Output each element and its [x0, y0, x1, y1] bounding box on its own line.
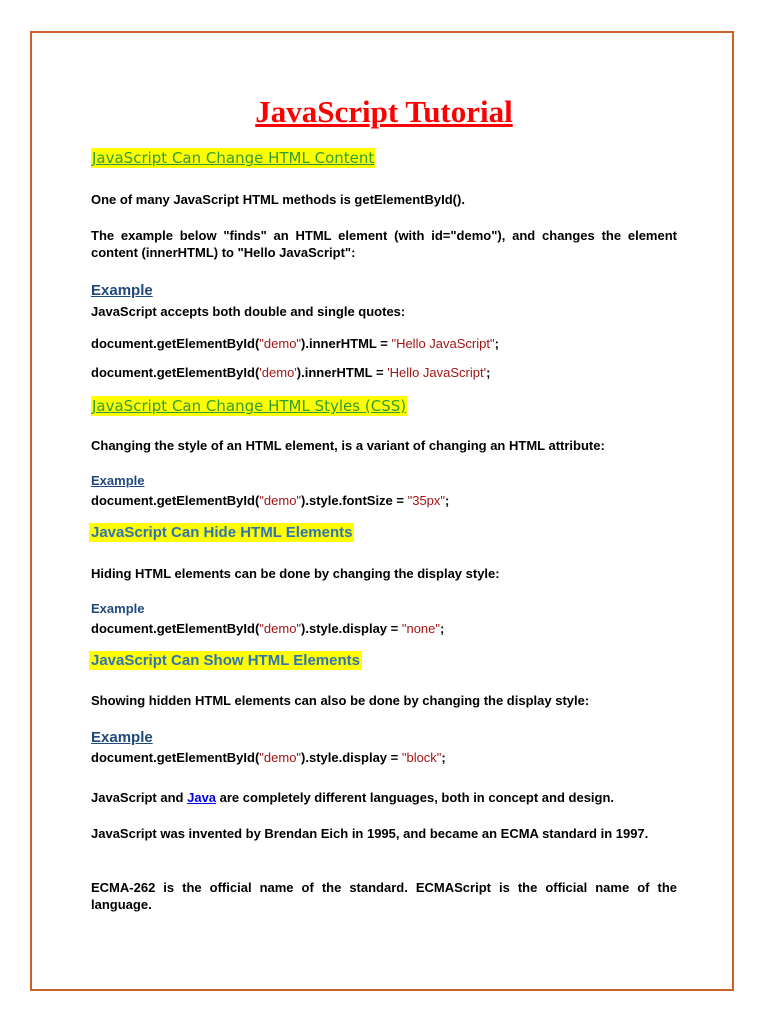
code-text: document.getElementById( [91, 750, 260, 765]
section-heading-styles-text: JavaScript Can Change HTML Styles (CSS) [92, 397, 407, 415]
code-text: ; [441, 750, 446, 765]
code-text: ).style.fontSize = [301, 493, 408, 508]
paragraph-text: JavaScript and [91, 790, 188, 805]
code-text: ).innerHTML = [301, 336, 392, 351]
code-text: document.getElementById( [91, 621, 260, 636]
section-heading-hide-text: JavaScript Can Hide HTML Elements [91, 524, 353, 541]
example-label: Example [91, 473, 145, 488]
java-link[interactable]: Java [187, 790, 217, 805]
section-heading-hide [89, 522, 354, 543]
code-text: ; [445, 493, 450, 508]
page-title: JavaScript Tutorial [255, 94, 513, 129]
code-line-single-quotes [91, 364, 490, 381]
paragraph-styles: Changing the style of an HTML element, is a variant of changing an HTML attribute: [91, 438, 605, 453]
paragraph-ecma: ECMA-262 is the official name of the standard. ECMAScript is the official name of the language. [91, 880, 677, 912]
code-line-display-block [91, 749, 446, 766]
paragraph-text: are completely different languages, both in concept and design. [216, 790, 615, 805]
code-text: document.getElementById( [91, 336, 260, 351]
code-line-double-quotes [91, 335, 499, 352]
code-string: "demo" [259, 750, 302, 765]
code-string: "demo" [259, 493, 302, 508]
example-label: Example [91, 729, 153, 746]
code-text: ; [486, 365, 491, 380]
code-text: document.getElementById( [91, 493, 260, 508]
code-text: ; [494, 336, 499, 351]
code-text: ).innerHTML = [296, 365, 388, 380]
paragraph-show: Showing hidden HTML elements can also be done by changing the display style: [91, 693, 590, 708]
code-string: "block" [401, 750, 442, 765]
code-string: "Hello JavaScript" [391, 336, 495, 351]
code-string: "demo" [259, 621, 302, 636]
code-string: 'demo' [259, 365, 297, 380]
section-heading-content [91, 148, 375, 168]
paragraph-getelementbyid: One of many JavaScript HTML methods is getElementById(). [91, 192, 465, 207]
paragraph-java-comparison [91, 789, 677, 806]
paragraph-quotes-note: JavaScript accepts both double and single quotes: [91, 304, 406, 319]
paragraph-example-description: The example below "finds" an HTML element (with id="demo"), and changes the element content (innerHTML) to "Hello JavaScript": [91, 228, 677, 260]
section-heading-show-text: JavaScript Can Show HTML Elements [91, 652, 360, 669]
page-border [30, 31, 734, 991]
code-text: document.getElementById( [91, 365, 260, 380]
code-string: "demo" [259, 336, 302, 351]
code-text: ).style.display = [301, 750, 402, 765]
code-line-fontsize [91, 492, 449, 509]
paragraph-hide: Hiding HTML elements can be done by changing the display style: [91, 566, 500, 581]
code-text: ).style.display = [301, 621, 402, 636]
section-heading-styles [91, 396, 407, 416]
code-line-display-none [91, 620, 444, 637]
paragraph-history: JavaScript was invented by Brendan Eich in 1995, and became an ECMA standard in 1997. [91, 826, 649, 841]
code-text: ; [440, 621, 445, 636]
code-string: "35px" [407, 493, 446, 508]
example-label: Example [91, 601, 145, 616]
code-string: "none" [401, 621, 440, 636]
section-heading-show [89, 650, 362, 671]
section-heading-content-text: JavaScript Can Change HTML Content [92, 149, 375, 167]
example-label: Example [91, 282, 153, 299]
code-string: 'Hello JavaScript' [387, 365, 487, 380]
